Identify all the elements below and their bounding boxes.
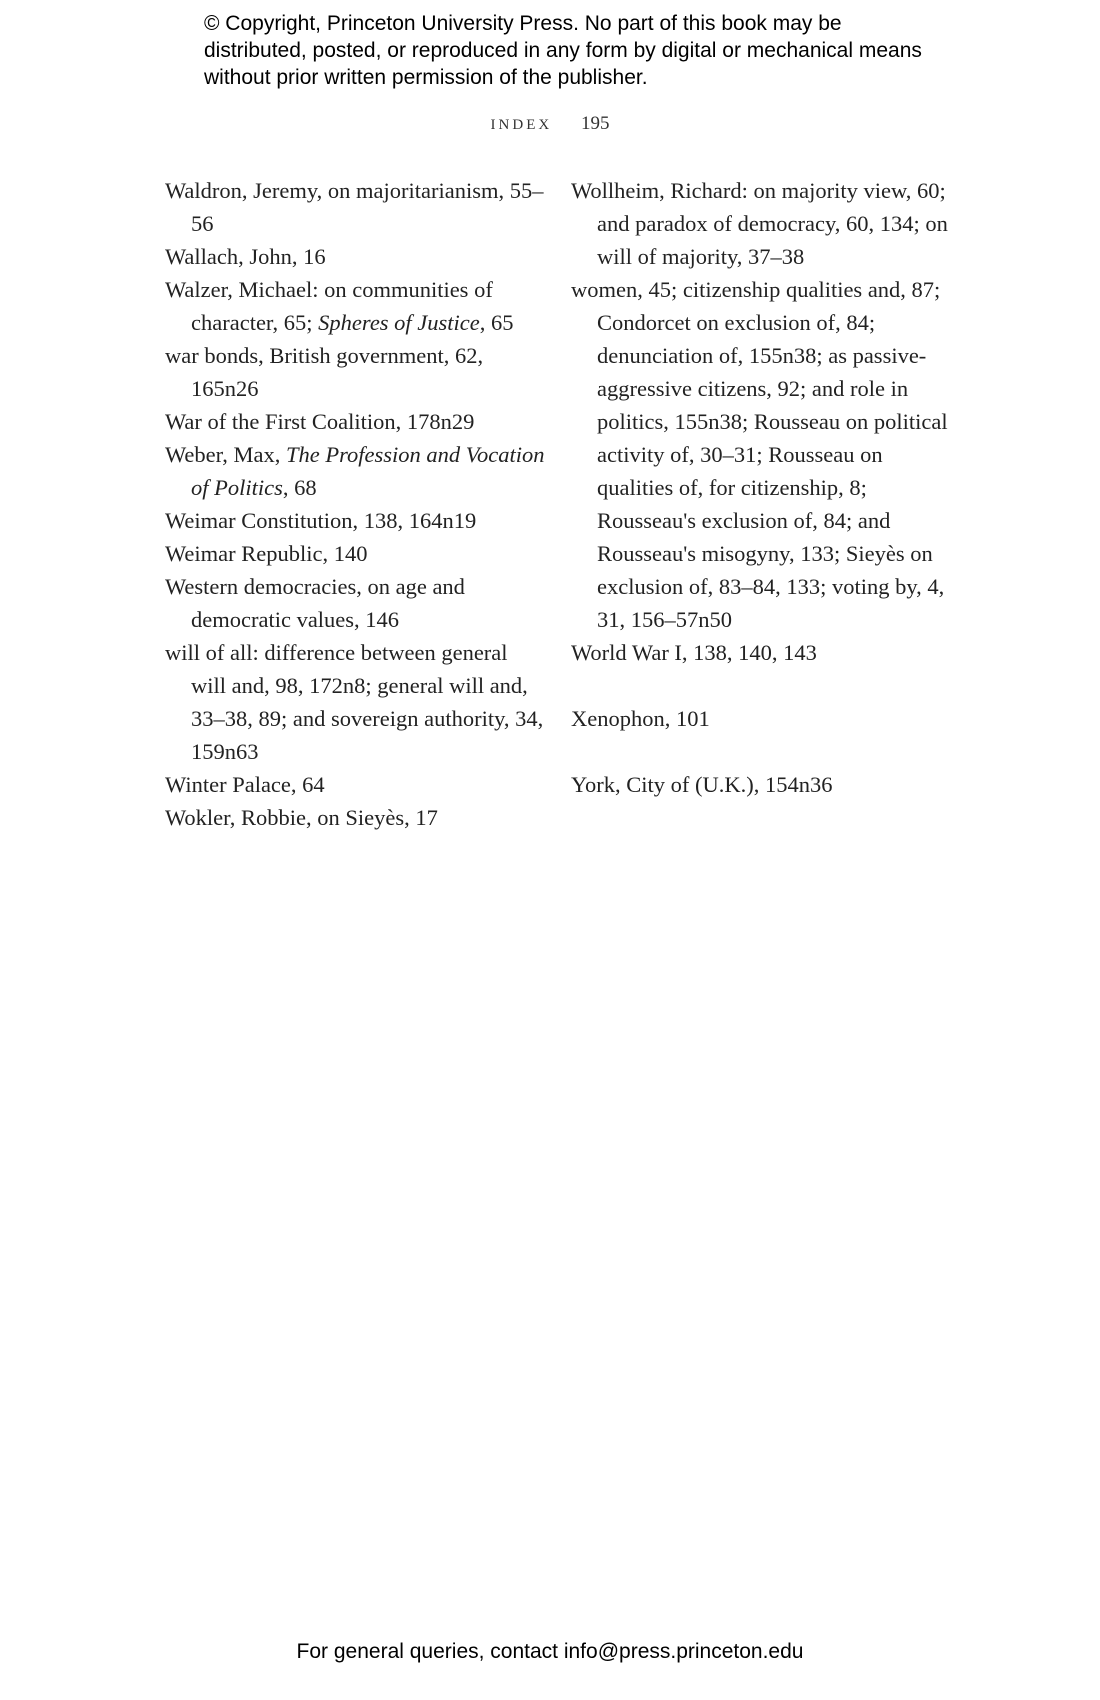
index-entry: Wollheim, Richard: on majority view, 60; and paradox of democracy, 60, 134; on will of majority, 37–38	[571, 178, 948, 269]
index-entry: War of the First Coalition, 178n29	[165, 409, 475, 434]
index-column-right	[571, 174, 951, 801]
index-entry: Weimar Constitution, 138, 164n19	[165, 508, 477, 533]
letter-group-gap	[571, 669, 951, 702]
index-entry-text: , 65	[479, 310, 514, 335]
running-head-label: INDEX	[490, 117, 553, 133]
index-entry-text: , 68	[282, 475, 317, 500]
index-entry: Wokler, Robbie, on Sieyès, 17	[165, 805, 438, 830]
letter-group-gap	[571, 735, 951, 768]
footer-contact: For general queries, contact info@press.princeton.edu	[296, 1640, 804, 1663]
index-entry: World War I, 138, 140, 143	[571, 640, 817, 665]
index-column-left	[165, 174, 545, 834]
index-entry-title: The Profession and Vocation of Politics	[191, 442, 545, 500]
index-entry: Wallach, John, 16	[165, 244, 326, 269]
index-entry: York, City of (U.K.), 154n36	[571, 772, 833, 797]
page-number: 195	[580, 113, 610, 134]
index-entry	[165, 273, 545, 339]
index-entry: Western democracies, on age and democratic values, 146	[165, 574, 465, 632]
index-entry	[165, 438, 545, 504]
index-entry-text: Weber, Max,	[165, 442, 286, 467]
index-entry: Xenophon, 101	[571, 706, 710, 731]
index-entry: will of all: difference between general will and, 98, 172n8; general will and, 33–38, 89; and sovereign authority, 34, 159n63	[165, 640, 544, 764]
index-entry: Weimar Republic, 140	[165, 541, 368, 566]
index-entry: Winter Palace, 64	[165, 772, 325, 797]
copyright-notice: © Copyright, Princeton University Press. No part of this book may be distributed, posted, or reproduced in any form by digital or mechanical means without prior written permission of the publisher.	[204, 12, 922, 89]
running-head	[0, 113, 1100, 135]
index-entry: Waldron, Jeremy, on majoritarianism, 55–56	[165, 178, 544, 236]
index-entry: women, 45; citizenship qualities and, 87; Condorcet on exclusion of, 84; denunciation of, 155n38; as passive-aggressive citizens, 92; and role in politics, 155n38; Rousseau on political activity of, 30–31; Rousseau on qualities of, for citizenship, 8; Rousseau's exclusion of, 84; and Rousseau's misogyny, 133; Sieyès on exclusion of, 83–84, 133; voting by, 4, 31, 156–57n50	[571, 277, 948, 632]
index-entry-title: Spheres of Justice	[318, 310, 480, 335]
index-entry: war bonds, British government, 62, 165n26	[165, 343, 484, 401]
index-entry-text: Walzer, Michael: on communities of character, 65;	[165, 277, 493, 335]
